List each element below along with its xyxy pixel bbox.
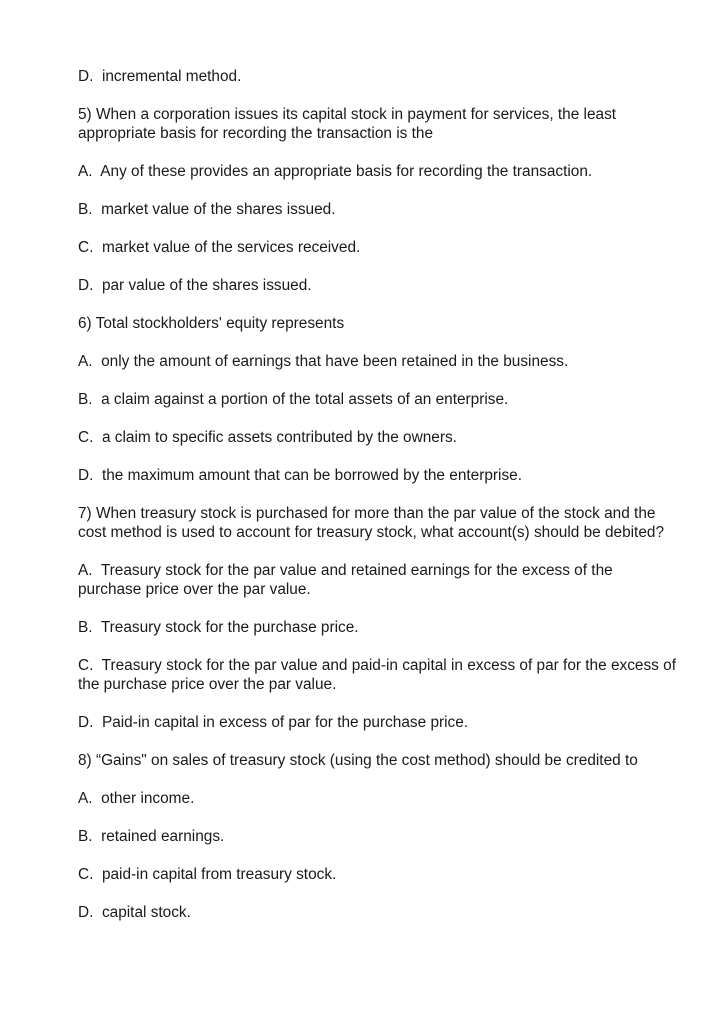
answer-8a: A. other income. [78, 790, 195, 807]
question-7: 7) When treasury stock is purchased for more than the par value of the stock and the cost method is used to account for treasury stock, what account(s) should be debited? [78, 505, 665, 541]
answer-6c: C. a claim to specific assets contributed by the owners. [78, 429, 457, 446]
answer-8b: B. retained earnings. [78, 828, 225, 845]
answer-7a: A. Treasury stock for the par value and retained earnings for the excess of the purchase price over the par value. [78, 562, 617, 598]
answer-5b: B. market value of the shares issued. [78, 201, 336, 218]
answer-6b: B. a claim against a portion of the total assets of an enterprise. [78, 391, 509, 408]
answer-7c: C. Treasury stock for the par value and paid-in capital in excess of par for the excess of the purchase price over the par value. [78, 657, 681, 693]
answer-8d: D. capital stock. [78, 904, 191, 921]
question-5: 5) When a corporation issues its capital stock in payment for services, the least appropriate basis for recording the transaction is the [78, 106, 621, 142]
question-8: 8) “Gains" on sales of treasury stock (using the cost method) should be credited to [78, 752, 638, 769]
answer-8c: C. paid-in capital from treasury stock. [78, 866, 337, 883]
answer-7d: D. Paid-in capital in excess of par for the purchase price. [78, 714, 469, 731]
answer-6d: D. the maximum amount that can be borrowed by the enterprise. [78, 467, 522, 484]
answer-5d: D. par value of the shares issued. [78, 277, 312, 294]
answer-6a: A. only the amount of earnings that have been retained in the business. [78, 353, 569, 370]
answer-5c: C. market value of the services received. [78, 239, 361, 256]
answer-5a: A. Any of these provides an appropriate basis for recording the transaction. [78, 163, 593, 180]
question-6: 6) Total stockholders' equity represents [78, 315, 345, 332]
answer-4d: D. incremental method. [78, 68, 242, 85]
answer-7b: B. Treasury stock for the purchase price. [78, 619, 359, 636]
